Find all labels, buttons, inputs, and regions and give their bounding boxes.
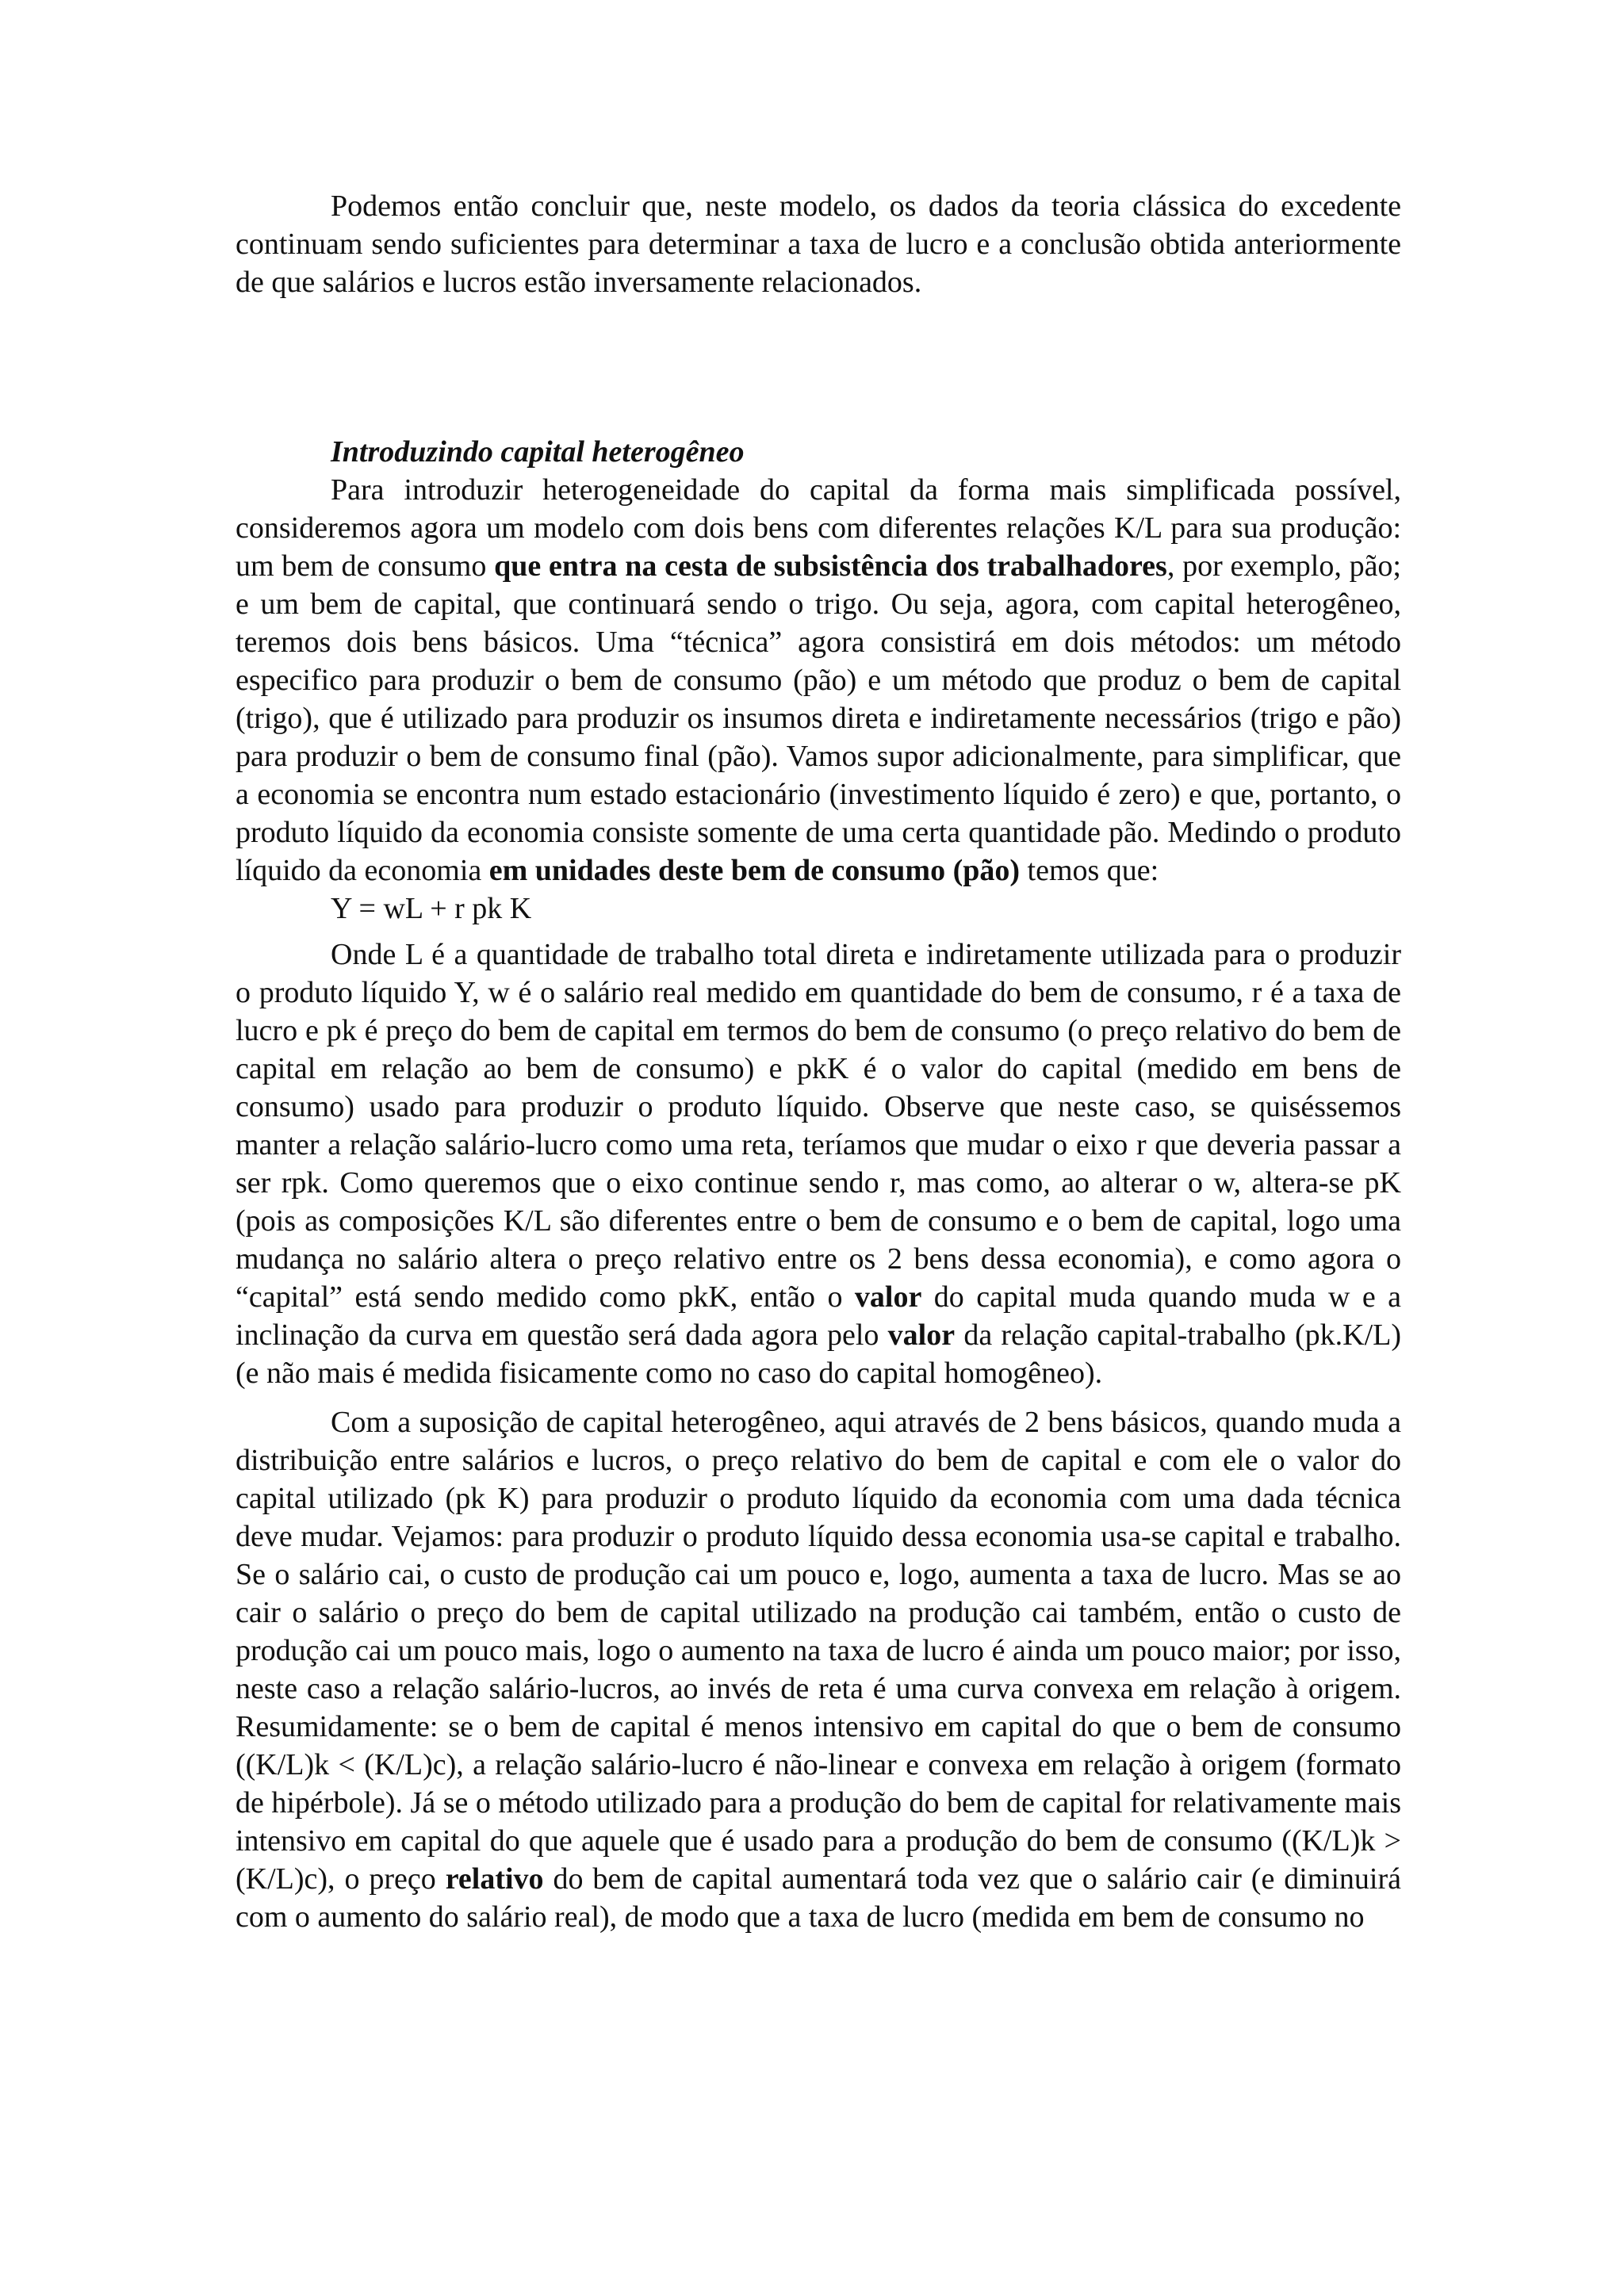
equation: Y = wL + r pk K bbox=[331, 892, 532, 925]
bold-text: valor bbox=[887, 1318, 956, 1352]
text-run: Onde L é a quantidade de trabalho total direta e indiretamente utilizada para o produzir o produto líquido Y, w é o salário real medido em quantidade do bem de consumo, r é a taxa de lucro e pk é preço do bem de capital em termos do bem de consumo (o preço relativo do bem de capital em relação ao bem de consumo) e pkK é o valor do capital (medido em bens de consumo) usado para produzir o produto líquido. Observe que neste caso, se quiséssemos manter a relação salário-lucro como uma reta, teríamos que mudar o eixo r que deveria passar a ser rpk. Como queremos que o eixo continue sendo r, mas como, ao alterar o w, altera-se pK (pois as composições K/L são diferentes entre o bem de consumo e o bem de capital, logo uma mudança no salário altera o preço relativo entre os 2 bens dessa economia), e como agora o “capital” está sendo medido como pkK, então o bbox=[236, 938, 1401, 1314]
text-run: do capital muda quando muda w e a inclinação da curva em questão será dada agora pelo bbox=[236, 1280, 1401, 1352]
bold-text: relativo bbox=[445, 1862, 544, 1896]
bold-text: valor bbox=[854, 1280, 922, 1314]
section-heading: Introduzindo capital heterogêneo bbox=[331, 435, 745, 469]
paragraph-distribution bbox=[236, 1403, 1401, 1936]
paragraph-intro: Podemos então concluir que, neste modelo, os dados da teoria clássica do excedente continuam sendo suficientes para determinar a taxa de lucro e a conclusão obtida anteriormente de que salários e lucros estão inversamente relacionados. bbox=[236, 189, 1401, 299]
text-run: da relação capital-trabalho (pk.K/L) (e não mais é medida fisicamente como no caso do capital homogêneo). bbox=[236, 1318, 1401, 1390]
text-run: Para introduzir heterogeneidade do capital da forma mais simplificada possível, consideremos agora um modelo com dois bens com diferentes relações K/L para sua produção: um bem de consumo bbox=[236, 473, 1401, 583]
document-page bbox=[236, 187, 1401, 1936]
paragraph-definitions bbox=[236, 936, 1401, 1392]
text-run: Com a suposição de capital heterogêneo, aqui através de 2 bens básicos, quando muda a distribuição entre salários e lucros, o preço relativo do bem de capital e com ele o valor do capital utilizado (pk K) para produzir o produto líquido da economia com uma dada técnica deve mudar. Vejamos: para produzir o produto líquido dessa economia usa-se capital e trabalho. Se o salário cai, o custo de produção cai um pouco e, logo, aumenta a taxa de lucro. Mas se ao cair o salário o preço do bem de capital utilizado na produção cai também, então o custo de produção cai um pouco mais, logo o aumento na taxa de lucro é ainda um pouco maior; por isso, neste caso a relação salário-lucros, ao invés de reta é uma curva convexa em relação à origem. Resumidamente: se o bem de capital é menos intensivo em capital do que o bem de consumo ((K/L)k < (K/L)c), a relação salário-lucro é não-linear e convexa em relação à origem (formato de hipérbole). Já se o método utilizado para a produção do bem de capital for relativamente mais intensivo em capital do que aquele que é usado para a produção do bem de consumo ((K/L)k > (K/L)c), o preço bbox=[236, 1406, 1401, 1896]
text-run: temos que: bbox=[1020, 854, 1159, 887]
text-run: , por exemplo, pão; e um bem de capital, que continuará sendo o trigo. Ou seja, agora, com capital heterogêneo, teremos dois bens básicos. Uma “técnica” agora consistirá em dois métodos: um método especifico para produzir o bem de consumo (pão) e um método que produz o bem de capital (trigo), que é utilizado para produzir os insumos direta e indiretamente necessários (trigo e pão) para produzir o bem de consumo final (pão). Vamos supor adicionalmente, para simplificar, que a economia se encontra num estado estacionário (investimento líquido é zero) e que, portanto, o produto líquido da economia consiste somente de uma certa quantidade pão. Medindo o produto líquido da economia bbox=[236, 549, 1401, 887]
spacer bbox=[236, 1392, 1401, 1403]
text-run: do bem de capital aumentará toda vez que o salário cair (e diminuirá com o aumento do salário real), de modo que a taxa de lucro (medida em bem de consumo no bbox=[236, 1862, 1401, 1934]
bold-text: em unidades deste bem de consumo (pão) bbox=[488, 854, 1021, 887]
bold-text: que entra na cesta de subsistência dos trabalhadores bbox=[494, 549, 1167, 583]
paragraph-heterogeneous-capital bbox=[236, 471, 1401, 890]
spacer bbox=[236, 301, 1401, 433]
